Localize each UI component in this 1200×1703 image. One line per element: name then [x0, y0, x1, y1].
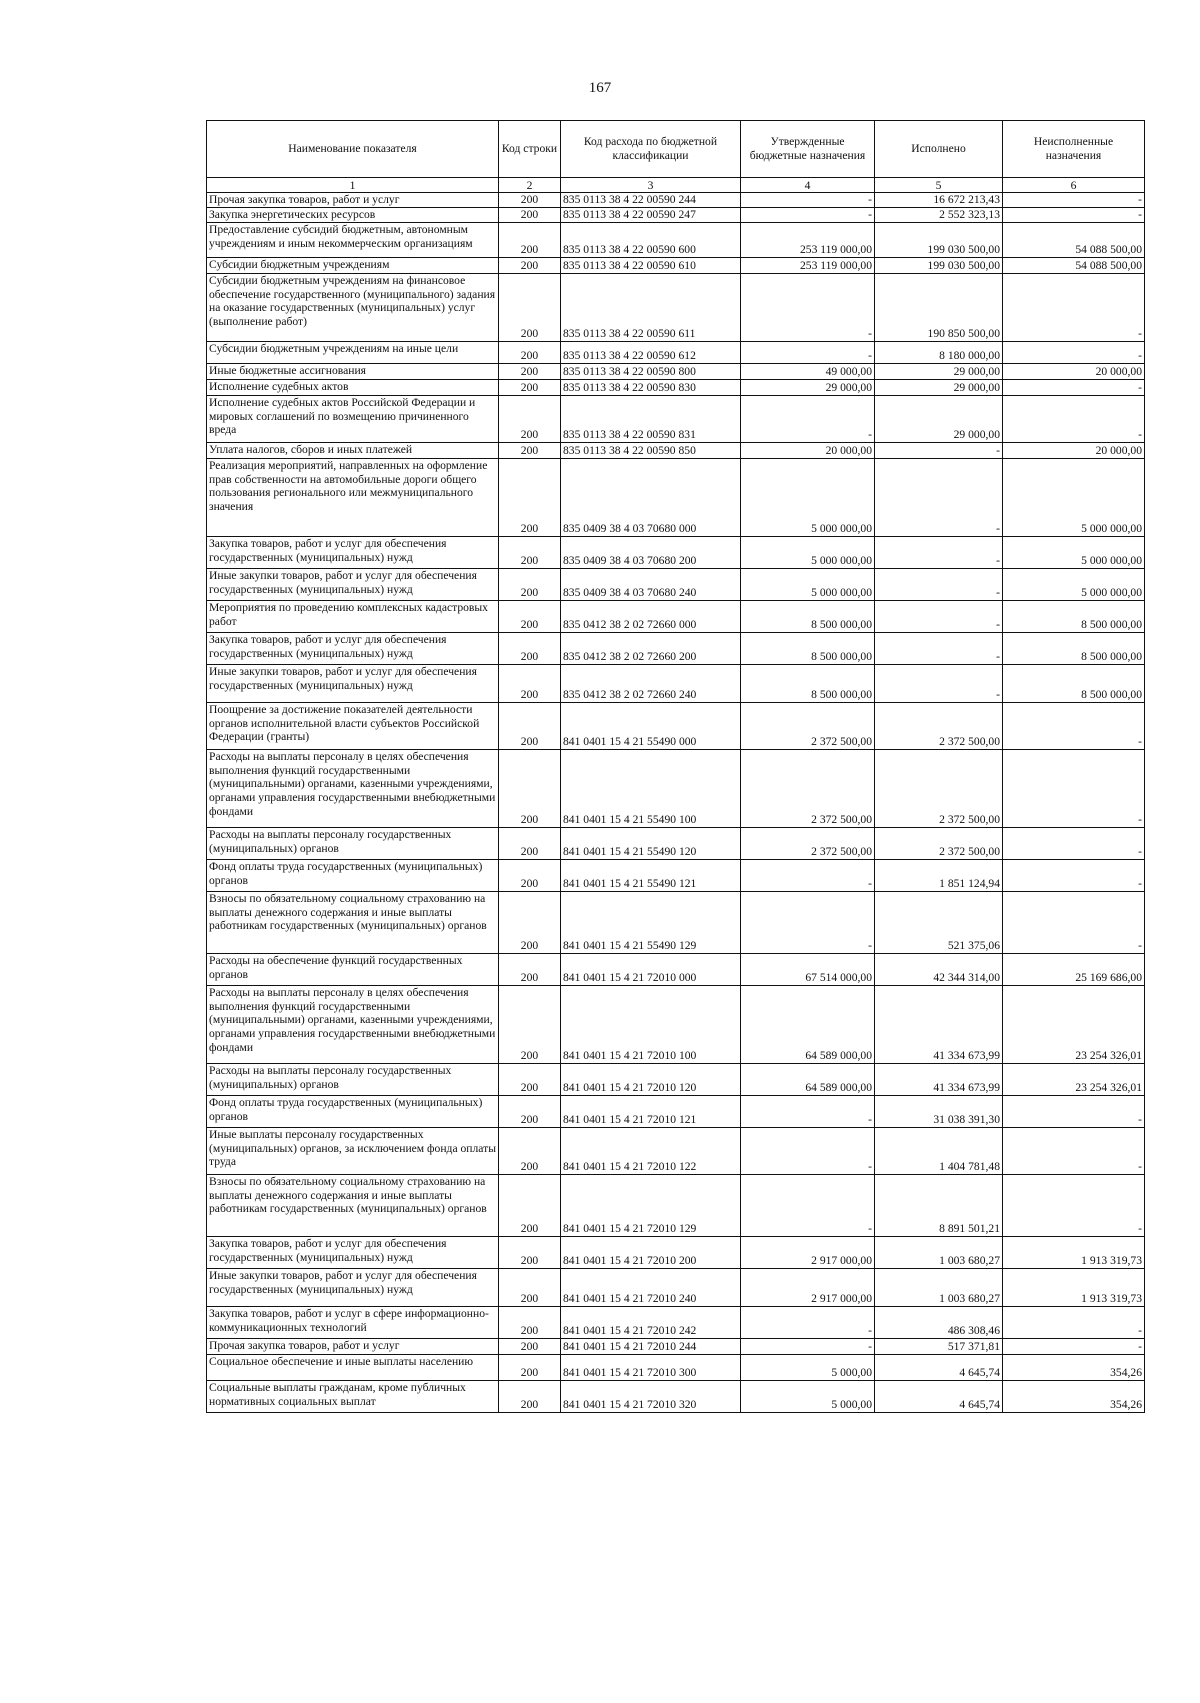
table-row [207, 986, 1145, 1064]
row-code-cell: 200 [499, 1175, 561, 1237]
table-row [207, 193, 1145, 208]
row-approved-cell: - [741, 1339, 875, 1355]
row-unexecuted-cell: - [1003, 703, 1145, 750]
table-row [207, 1096, 1145, 1128]
row-bcc-cell: 841 0401 15 4 21 72010 121 [561, 1096, 741, 1128]
row-executed-cell: 29 000,00 [875, 380, 1003, 396]
table-row [207, 860, 1145, 892]
table-row [207, 208, 1145, 223]
row-unexecuted-cell: - [1003, 892, 1145, 954]
row-executed-cell: 486 308,46 [875, 1307, 1003, 1339]
row-code-cell: 200 [499, 665, 561, 703]
row-code-cell: 200 [499, 223, 561, 258]
table-row [207, 258, 1145, 274]
row-bcc-cell: 835 0412 38 2 02 72660 200 [561, 633, 741, 665]
row-name-cell: Социальное обеспечение и иные выплаты населению [207, 1355, 499, 1381]
row-unexecuted-cell: 354,26 [1003, 1355, 1145, 1381]
row-code-cell: 200 [499, 860, 561, 892]
row-name-cell: Мероприятия по проведению комплексных кадастровых работ [207, 601, 499, 633]
table-row [207, 1175, 1145, 1237]
row-approved-cell: 8 500 000,00 [741, 601, 875, 633]
row-executed-cell: - [875, 443, 1003, 459]
row-approved-cell: 253 119 000,00 [741, 258, 875, 274]
row-name-cell: Предоставление субсидий бюджетным, автономным учреждениям и иным некоммерческим организациям [207, 223, 499, 258]
table-row [207, 380, 1145, 396]
row-executed-cell: 1 404 781,48 [875, 1128, 1003, 1175]
row-code-cell: 200 [499, 750, 561, 828]
table-row [207, 892, 1145, 954]
row-code-cell: 200 [499, 601, 561, 633]
row-code-cell: 200 [499, 954, 561, 986]
row-unexecuted-cell: 8 500 000,00 [1003, 633, 1145, 665]
row-approved-cell: 8 500 000,00 [741, 665, 875, 703]
row-bcc-cell: 835 0113 38 4 22 00590 850 [561, 443, 741, 459]
row-code-cell: 200 [499, 703, 561, 750]
row-executed-cell: - [875, 459, 1003, 537]
row-approved-cell: 64 589 000,00 [741, 1064, 875, 1096]
row-approved-cell: - [741, 342, 875, 364]
row-bcc-cell: 835 0113 38 4 22 00590 247 [561, 208, 741, 223]
row-code-cell: 200 [499, 1128, 561, 1175]
row-name-cell: Закупка энергетических ресурсов [207, 208, 499, 223]
row-code-cell: 200 [499, 258, 561, 274]
row-code-cell: 200 [499, 569, 561, 601]
row-approved-cell: 2 372 500,00 [741, 828, 875, 860]
row-executed-cell: 2 372 500,00 [875, 703, 1003, 750]
row-name-cell: Субсидии бюджетным учреждениям на иные цели [207, 342, 499, 364]
row-executed-cell: 4 645,74 [875, 1355, 1003, 1381]
row-executed-cell: 521 375,06 [875, 892, 1003, 954]
row-name-cell: Уплата налогов, сборов и иных платежей [207, 443, 499, 459]
row-executed-cell: 16 672 213,43 [875, 193, 1003, 208]
row-executed-cell: 199 030 500,00 [875, 223, 1003, 258]
row-name-cell: Расходы на выплаты персоналу в целях обеспечения выполнения функций государственными (муниципальными) органами, казенными учреждениями, органами управления государственными внебюджетными фондами [207, 986, 499, 1064]
header-row [207, 121, 1145, 178]
row-code-cell: 200 [499, 274, 561, 342]
row-code-cell: 200 [499, 443, 561, 459]
row-name-cell: Иные закупки товаров, работ и услуг для обеспечения государственных (муниципальных) нужд [207, 569, 499, 601]
row-unexecuted-cell: 5 000 000,00 [1003, 459, 1145, 537]
column-number: 2 [499, 178, 561, 193]
row-bcc-cell: 841 0401 15 4 21 72010 120 [561, 1064, 741, 1096]
row-code-cell: 200 [499, 537, 561, 569]
header-unexecuted: Неисполненные назначения [1003, 121, 1145, 178]
row-bcc-cell: 841 0401 15 4 21 55490 000 [561, 703, 741, 750]
row-bcc-cell: 835 0412 38 2 02 72660 240 [561, 665, 741, 703]
row-unexecuted-cell: 20 000,00 [1003, 364, 1145, 380]
row-approved-cell: - [741, 208, 875, 223]
row-bcc-cell: 841 0401 15 4 21 72010 122 [561, 1128, 741, 1175]
row-approved-cell: 253 119 000,00 [741, 223, 875, 258]
row-executed-cell: 1 003 680,27 [875, 1269, 1003, 1307]
row-executed-cell: 29 000,00 [875, 364, 1003, 380]
row-approved-cell: - [741, 1175, 875, 1237]
table-row [207, 703, 1145, 750]
table-row [207, 633, 1145, 665]
row-name-cell: Закупка товаров, работ и услуг для обеспечения государственных (муниципальных) нужд [207, 633, 499, 665]
row-unexecuted-cell: - [1003, 1307, 1145, 1339]
row-bcc-cell: 841 0401 15 4 21 72010 100 [561, 986, 741, 1064]
row-unexecuted-cell: - [1003, 750, 1145, 828]
row-bcc-cell: 841 0401 15 4 21 55490 129 [561, 892, 741, 954]
row-unexecuted-cell: - [1003, 342, 1145, 364]
row-name-cell: Закупка товаров, работ и услуг в сфере информационно-коммуникационных технологий [207, 1307, 499, 1339]
row-name-cell: Взносы по обязательному социальному страхованию на выплаты денежного содержания и иные выплаты работникам государственных (муниципальных) органов [207, 892, 499, 954]
column-number: 5 [875, 178, 1003, 193]
row-approved-cell: 2 917 000,00 [741, 1269, 875, 1307]
row-name-cell: Закупка товаров, работ и услуг для обеспечения государственных (муниципальных) нужд [207, 1237, 499, 1269]
row-code-cell: 200 [499, 1339, 561, 1355]
row-name-cell: Взносы по обязательному социальному страхованию на выплаты денежного содержания и иные выплаты работникам государственных (муниципальных) органов [207, 1175, 499, 1237]
row-approved-cell: - [741, 1096, 875, 1128]
row-code-cell: 200 [499, 1269, 561, 1307]
table-row [207, 1307, 1145, 1339]
row-executed-cell: 42 344 314,00 [875, 954, 1003, 986]
row-unexecuted-cell: 8 500 000,00 [1003, 665, 1145, 703]
row-unexecuted-cell: - [1003, 828, 1145, 860]
row-unexecuted-cell: - [1003, 396, 1145, 443]
row-code-cell: 200 [499, 459, 561, 537]
row-bcc-cell: 835 0409 38 4 03 70680 000 [561, 459, 741, 537]
table-row [207, 1064, 1145, 1096]
row-code-cell: 200 [499, 1381, 561, 1413]
row-name-cell: Поощрение за достижение показателей деятельности органов исполнительной власти субъектов Российской Федерации (гранты) [207, 703, 499, 750]
row-approved-cell: 29 000,00 [741, 380, 875, 396]
row-name-cell: Расходы на обеспечение функций государственных органов [207, 954, 499, 986]
row-unexecuted-cell: 25 169 686,00 [1003, 954, 1145, 986]
row-unexecuted-cell: - [1003, 274, 1145, 342]
row-unexecuted-cell: 1 913 319,73 [1003, 1269, 1145, 1307]
table-body [207, 193, 1145, 1413]
row-bcc-cell: 841 0401 15 4 21 72010 244 [561, 1339, 741, 1355]
table-row [207, 601, 1145, 633]
row-bcc-cell: 835 0412 38 2 02 72660 000 [561, 601, 741, 633]
column-number-row [207, 178, 1145, 193]
row-approved-cell: 5 000 000,00 [741, 459, 875, 537]
header-executed: Исполнено [875, 121, 1003, 178]
table-row [207, 1269, 1145, 1307]
row-unexecuted-cell: 8 500 000,00 [1003, 601, 1145, 633]
table-row [207, 223, 1145, 258]
row-name-cell: Исполнение судебных актов Российской Федерации и мировых соглашений по возмещению причиненного вреда [207, 396, 499, 443]
row-code-cell: 200 [499, 986, 561, 1064]
row-name-cell: Фонд оплаты труда государственных (муниципальных) органов [207, 1096, 499, 1128]
row-bcc-cell: 841 0401 15 4 21 55490 100 [561, 750, 741, 828]
row-unexecuted-cell: 54 088 500,00 [1003, 223, 1145, 258]
table-row [207, 537, 1145, 569]
row-approved-cell: 5 000 000,00 [741, 537, 875, 569]
table-row [207, 1128, 1145, 1175]
row-code-cell: 200 [499, 342, 561, 364]
row-unexecuted-cell: - [1003, 1175, 1145, 1237]
row-bcc-cell: 841 0401 15 4 21 72010 200 [561, 1237, 741, 1269]
page-number: 167 [588, 80, 612, 96]
table-row [207, 1339, 1145, 1355]
row-unexecuted-cell: - [1003, 1096, 1145, 1128]
row-bcc-cell: 841 0401 15 4 21 55490 120 [561, 828, 741, 860]
row-code-cell: 200 [499, 1237, 561, 1269]
header-approved: Утвержденные бюджетные назначения [741, 121, 875, 178]
row-name-cell: Реализация мероприятий, направленных на оформление прав собственности на автомобильные дороги общего пользования регионального или межмуниципального значения [207, 459, 499, 537]
row-executed-cell: 29 000,00 [875, 396, 1003, 443]
row-unexecuted-cell: 23 254 326,01 [1003, 986, 1145, 1064]
row-code-cell: 200 [499, 364, 561, 380]
row-executed-cell: 2 372 500,00 [875, 750, 1003, 828]
row-bcc-cell: 835 0113 38 4 22 00590 612 [561, 342, 741, 364]
row-name-cell: Прочая закупка товаров, работ и услуг [207, 1339, 499, 1355]
row-bcc-cell: 835 0409 38 4 03 70680 240 [561, 569, 741, 601]
row-approved-cell: 2 917 000,00 [741, 1237, 875, 1269]
row-approved-cell: 67 514 000,00 [741, 954, 875, 986]
row-approved-cell: - [741, 1128, 875, 1175]
row-executed-cell: 1 851 124,94 [875, 860, 1003, 892]
row-name-cell: Расходы на выплаты персоналу государственных (муниципальных) органов [207, 828, 499, 860]
row-bcc-cell: 841 0401 15 4 21 72010 242 [561, 1307, 741, 1339]
row-code-cell: 200 [499, 1064, 561, 1096]
table-row [207, 569, 1145, 601]
row-bcc-cell: 835 0113 38 4 22 00590 244 [561, 193, 741, 208]
row-executed-cell: 8 180 000,00 [875, 342, 1003, 364]
table-row [207, 342, 1145, 364]
budget-execution-table [206, 120, 1145, 1413]
header-budget-class-code: Код расхода по бюджетной классификации [561, 121, 741, 178]
row-name-cell: Прочая закупка товаров, работ и услуг [207, 193, 499, 208]
row-name-cell: Социальные выплаты гражданам, кроме публичных нормативных социальных выплат [207, 1381, 499, 1413]
row-unexecuted-cell: 54 088 500,00 [1003, 258, 1145, 274]
row-unexecuted-cell: 5 000 000,00 [1003, 569, 1145, 601]
column-number: 6 [1003, 178, 1145, 193]
row-code-cell: 200 [499, 828, 561, 860]
row-approved-cell: 5 000,00 [741, 1381, 875, 1413]
column-number: 1 [207, 178, 499, 193]
row-bcc-cell: 835 0113 38 4 22 00590 611 [561, 274, 741, 342]
row-code-cell: 200 [499, 1096, 561, 1128]
row-name-cell: Фонд оплаты труда государственных (муниципальных) органов [207, 860, 499, 892]
row-executed-cell: 41 334 673,99 [875, 986, 1003, 1064]
row-unexecuted-cell: - [1003, 193, 1145, 208]
row-approved-cell: 2 372 500,00 [741, 750, 875, 828]
row-approved-cell: - [741, 860, 875, 892]
row-bcc-cell: 835 0113 38 4 22 00590 610 [561, 258, 741, 274]
table-row [207, 665, 1145, 703]
table-row [207, 1381, 1145, 1413]
row-code-cell: 200 [499, 892, 561, 954]
column-number: 4 [741, 178, 875, 193]
row-unexecuted-cell: 23 254 326,01 [1003, 1064, 1145, 1096]
row-bcc-cell: 841 0401 15 4 21 55490 121 [561, 860, 741, 892]
row-name-cell: Расходы на выплаты персоналу в целях обеспечения выполнения функций государственными (муниципальными) органами, казенными учреждениями, органами управления государственными внебюджетными фондами [207, 750, 499, 828]
row-approved-cell: - [741, 193, 875, 208]
row-code-cell: 200 [499, 396, 561, 443]
row-unexecuted-cell: - [1003, 208, 1145, 223]
row-executed-cell: 41 334 673,99 [875, 1064, 1003, 1096]
row-executed-cell: - [875, 601, 1003, 633]
row-name-cell: Субсидии бюджетным учреждениям [207, 258, 499, 274]
row-bcc-cell: 835 0113 38 4 22 00590 600 [561, 223, 741, 258]
row-name-cell: Исполнение судебных актов [207, 380, 499, 396]
column-number: 3 [561, 178, 741, 193]
row-executed-cell: - [875, 537, 1003, 569]
row-executed-cell: 517 371,81 [875, 1339, 1003, 1355]
row-approved-cell: - [741, 396, 875, 443]
row-approved-cell: 2 372 500,00 [741, 703, 875, 750]
row-approved-cell: - [741, 892, 875, 954]
row-code-cell: 200 [499, 1307, 561, 1339]
table-row [207, 364, 1145, 380]
row-executed-cell: 4 645,74 [875, 1381, 1003, 1413]
row-executed-cell: 2 372 500,00 [875, 828, 1003, 860]
table-row [207, 1237, 1145, 1269]
row-name-cell: Иные выплаты персоналу государственных (муниципальных) органов, за исключением фонда оплаты труда [207, 1128, 499, 1175]
table-row [207, 954, 1145, 986]
row-bcc-cell: 841 0401 15 4 21 72010 320 [561, 1381, 741, 1413]
row-approved-cell: 64 589 000,00 [741, 986, 875, 1064]
row-unexecuted-cell: - [1003, 1128, 1145, 1175]
row-code-cell: 200 [499, 193, 561, 208]
table-row [207, 1355, 1145, 1381]
row-bcc-cell: 835 0113 38 4 22 00590 831 [561, 396, 741, 443]
row-code-cell: 200 [499, 208, 561, 223]
row-executed-cell: 190 850 500,00 [875, 274, 1003, 342]
row-name-cell: Иные закупки товаров, работ и услуг для обеспечения государственных (муниципальных) нужд [207, 1269, 499, 1307]
row-bcc-cell: 835 0409 38 4 03 70680 200 [561, 537, 741, 569]
row-bcc-cell: 841 0401 15 4 21 72010 240 [561, 1269, 741, 1307]
row-executed-cell: - [875, 569, 1003, 601]
row-unexecuted-cell: 1 913 319,73 [1003, 1237, 1145, 1269]
row-unexecuted-cell: - [1003, 1339, 1145, 1355]
row-unexecuted-cell: 5 000 000,00 [1003, 537, 1145, 569]
table-row [207, 396, 1145, 443]
row-bcc-cell: 841 0401 15 4 21 72010 129 [561, 1175, 741, 1237]
row-name-cell: Иные бюджетные ассигнования [207, 364, 499, 380]
table-row [207, 274, 1145, 342]
row-approved-cell: - [741, 1307, 875, 1339]
table-row [207, 828, 1145, 860]
row-code-cell: 200 [499, 1355, 561, 1381]
row-unexecuted-cell: - [1003, 380, 1145, 396]
row-approved-cell: 49 000,00 [741, 364, 875, 380]
row-bcc-cell: 841 0401 15 4 21 72010 000 [561, 954, 741, 986]
row-executed-cell: 199 030 500,00 [875, 258, 1003, 274]
row-code-cell: 200 [499, 380, 561, 396]
row-name-cell: Субсидии бюджетным учреждениям на финансовое обеспечение государственного (муниципального) задания на оказание государственных (муниципальных) услуг (выполнение работ) [207, 274, 499, 342]
row-executed-cell: 1 003 680,27 [875, 1237, 1003, 1269]
row-unexecuted-cell: - [1003, 860, 1145, 892]
row-approved-cell: 8 500 000,00 [741, 633, 875, 665]
row-unexecuted-cell: 20 000,00 [1003, 443, 1145, 459]
row-approved-cell: - [741, 274, 875, 342]
row-executed-cell: 31 038 391,30 [875, 1096, 1003, 1128]
table-row [207, 750, 1145, 828]
row-bcc-cell: 835 0113 38 4 22 00590 830 [561, 380, 741, 396]
row-approved-cell: 5 000,00 [741, 1355, 875, 1381]
table-row [207, 459, 1145, 537]
row-approved-cell: 5 000 000,00 [741, 569, 875, 601]
row-bcc-cell: 841 0401 15 4 21 72010 300 [561, 1355, 741, 1381]
row-executed-cell: - [875, 633, 1003, 665]
row-approved-cell: 20 000,00 [741, 443, 875, 459]
row-executed-cell: - [875, 665, 1003, 703]
header-line-code: Код строки [499, 121, 561, 178]
table-row [207, 443, 1145, 459]
header-indicator-name: Наименование показателя [207, 121, 499, 178]
row-executed-cell: 8 891 501,21 [875, 1175, 1003, 1237]
row-unexecuted-cell: 354,26 [1003, 1381, 1145, 1413]
row-bcc-cell: 835 0113 38 4 22 00590 800 [561, 364, 741, 380]
row-code-cell: 200 [499, 633, 561, 665]
row-name-cell: Закупка товаров, работ и услуг для обеспечения государственных (муниципальных) нужд [207, 537, 499, 569]
row-name-cell: Расходы на выплаты персоналу государственных (муниципальных) органов [207, 1064, 499, 1096]
row-name-cell: Иные закупки товаров, работ и услуг для обеспечения государственных (муниципальных) нужд [207, 665, 499, 703]
row-executed-cell: 2 552 323,13 [875, 208, 1003, 223]
